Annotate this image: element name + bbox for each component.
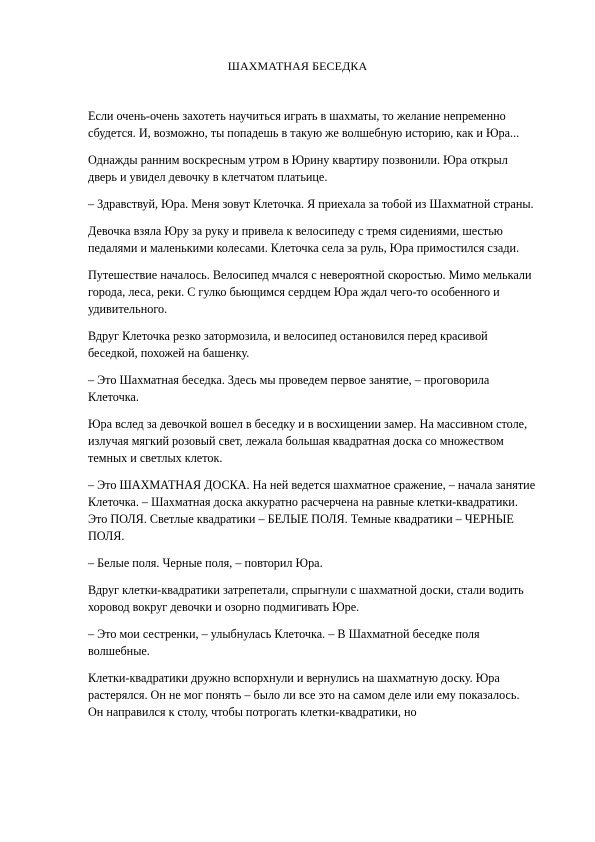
paragraph: – Это мои сестренки, – улыбнулась Клеточка. – В Шахматной беседке поля волшебные. bbox=[88, 627, 480, 658]
document-body bbox=[88, 108, 536, 731]
paragraph: – Белые поля. Черные поля, – повторил Юра. bbox=[88, 556, 323, 570]
paragraph: Клетки-квадратики дружно вспорхнули и вернулись на шахматную доску. Юра растерялся. Он не мог понять – было ли все это на самом деле или ему показалось. Он направился к столу, чтобы потрогать клетки-квадратики, но bbox=[88, 671, 520, 719]
paragraph: Если очень-очень захотеть научиться играть в шахматы, то желание непременно сбудется. И, возможно, ты попадешь в такую же волшебную историю, как и Юра... bbox=[88, 109, 520, 140]
paragraph: Вдруг клетки-квадратики затрепетали, спрыгнули с шахматной доски, стали водить хоровод вокруг девочки и озорно подмигивать Юре. bbox=[88, 583, 524, 614]
paragraph: Юра вслед за девочкой вошел в беседку и в восхищении замер. На массивном столе, излучая мягкий розовый свет, лежала большая квадратная доска со множеством темных и светлых клеток. bbox=[88, 417, 528, 465]
paragraph: Путешествие началось. Велосипед мчался с невероятной скоростью. Мимо мелькали города, леса, реки. С гулко бьющимся сердцем Юра ждал чего-то особенного и удивительного. bbox=[88, 268, 532, 316]
paragraph: – Это Шахматная беседка. Здесь мы проведем первое занятие, – проговорила Клеточка. bbox=[88, 373, 490, 404]
paragraph: Девочка взяла Юру за руку и привела к велосипеду с тремя сидениями, шестью педалями и маленькими колесами. Клеточка села за руль, Юра примостился сзади. bbox=[88, 224, 520, 255]
paragraph: Вдруг Клеточка резко затормозила, и велосипед остановился перед красивой беседкой, похожей на башенку. bbox=[88, 329, 488, 360]
document-title: ШАХМАТНАЯ БЕСЕДКА bbox=[227, 59, 368, 73]
paragraph: Однажды ранним воскресным утром в Юрину квартиру позвонили. Юра открыл дверь и увидел девочку в клетчатом платьице. bbox=[88, 153, 508, 184]
paragraph: – Это ШАХМАТНАЯ ДОСКА. На ней ведется шахматное сражение, – начала занятие Клеточка. – Шахматная доска аккуратно расчерчена на равные клетки-квадратики. Это ПОЛЯ. Светлые квадратики – БЕЛЫЕ ПОЛЯ. Темные квадратики – ЧЕРНЫЕ ПОЛЯ. bbox=[88, 478, 536, 543]
paragraph: – Здравствуй, Юра. Меня зовут Клеточка. Я приехала за тобой из Шахматной страны. bbox=[88, 197, 534, 211]
